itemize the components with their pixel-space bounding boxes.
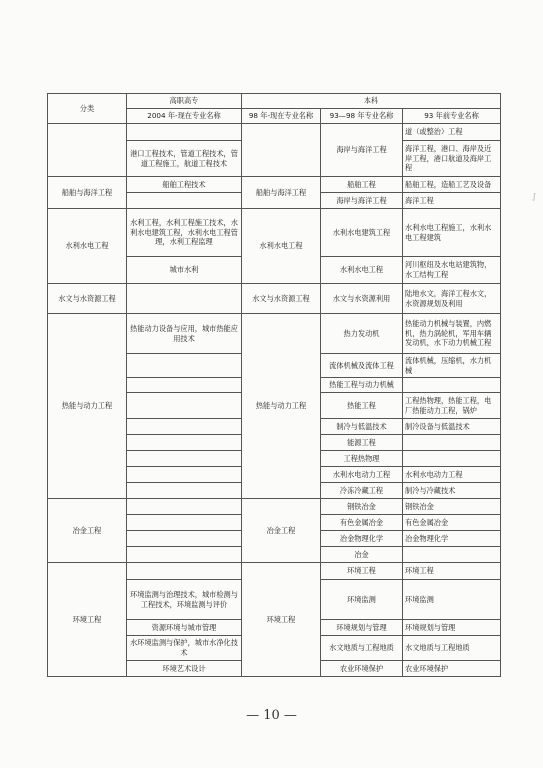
vocational-cell: 环境监测与治理技术，城市检测与工程技术，环境监测与评价	[127, 580, 242, 620]
header-ug-98: 98 年-现在专业名称	[242, 109, 321, 124]
ug93-cell: 钢铁冶金	[321, 499, 403, 515]
ug93-cell: 农业环境保护	[321, 661, 403, 677]
pre93-cell: 制冷与冷藏技术	[403, 483, 501, 499]
major-comparison-table	[47, 93, 501, 677]
vocational-cell	[127, 435, 242, 451]
ug93-cell: 水文地质与工程地质	[321, 636, 403, 661]
header-vocational-sub: 2004 年-现在专业名称	[127, 109, 242, 124]
vocational-cell: 资源环境与城市管理	[127, 620, 242, 636]
pre93-cell: 水利水电工程施工，水利水电工程建筑	[403, 209, 501, 257]
pre93-cell: 流体机械，压缩机，水力机械	[403, 354, 501, 378]
ug93-cell: 冷冻冷藏工程	[321, 483, 403, 499]
ug93-cell: 冶金物理化学	[321, 531, 403, 547]
header-vocational: 高职高专	[127, 94, 242, 109]
vocational-cell	[127, 393, 242, 419]
ug98-cell: 水文与水资源工程	[242, 284, 321, 314]
ug93-cell: 有色金属冶金	[321, 515, 403, 531]
vocational-cell	[127, 483, 242, 499]
vocational-cell	[127, 378, 242, 393]
vocational-cell: 船舶工程技术	[127, 177, 242, 193]
ug93-cell: 制冷与低温技术	[321, 419, 403, 435]
vocational-cell	[127, 193, 242, 209]
ug98-cell: 热能与动力工程	[242, 314, 321, 499]
pre93-cell: 冶金物理化学	[403, 531, 501, 547]
ug93-cell: 海岸与海洋工程	[321, 193, 403, 209]
vocational-cell: 环境艺术设计	[127, 661, 242, 677]
ug93-cell: 流体机械及流体工程	[321, 354, 403, 378]
pre93-cell: 道（或整治）工程	[403, 124, 501, 141]
ug98-cell: 环境工程	[242, 563, 321, 677]
pre93-cell: 有色金属冶金	[403, 515, 501, 531]
pre93-cell: 钢铁冶金	[403, 499, 501, 515]
ug93-cell: 热力发动机	[321, 314, 403, 354]
vocational-cell: 热能动力设备与应用，城市热能应用技术	[127, 314, 242, 354]
category-cell: 水文与水资源工程	[48, 284, 127, 314]
margin-mark: ∫	[532, 192, 537, 201]
vocational-cell	[127, 467, 242, 483]
pre93-cell: 环境工程	[403, 563, 501, 580]
category-cell: 热能与动力工程	[48, 314, 127, 499]
ug93-cell: 能源工程	[321, 435, 403, 451]
category-cell: 水利水电工程	[48, 209, 127, 284]
vocational-cell: 港口工程技术，管道工程技术，管道工程施工，航道工程技术	[127, 141, 242, 177]
ug98-cell: 水利水电工程	[242, 209, 321, 284]
category-cell: 冶金工程	[48, 499, 127, 563]
pre93-cell	[403, 547, 501, 563]
vocational-cell: 城市水利	[127, 257, 242, 284]
ug93-cell: 水利水电工程	[321, 257, 403, 284]
ug93-cell: 水利水电建筑工程	[321, 209, 403, 257]
vocational-cell	[127, 419, 242, 435]
vocational-cell: 水环境监测与保护，城市水净化技术	[127, 636, 242, 661]
ug93-cell: 热能工程	[321, 393, 403, 419]
pre93-cell	[403, 451, 501, 467]
ug93-cell: 水利水电动力工程	[321, 467, 403, 483]
ug93-cell: 冶金	[321, 547, 403, 563]
page-number: — 10 —	[246, 708, 297, 723]
pre93-cell: 海洋工程	[403, 193, 501, 209]
vocational-cell	[127, 354, 242, 378]
header-undergrad: 本科	[242, 94, 501, 109]
ug93-cell: 工程热物理	[321, 451, 403, 467]
vocational-cell	[127, 499, 242, 515]
header-category: 分类	[48, 94, 127, 124]
pre93-cell	[403, 378, 501, 393]
ug93-cell: 环境监测	[321, 580, 403, 620]
vocational-cell	[127, 531, 242, 547]
ug98-cell	[242, 124, 321, 177]
header-ug-93-98: 93—98 年专业名称	[321, 109, 403, 124]
vocational-cell	[127, 124, 242, 141]
pre93-cell: 制冷设备与低温技术	[403, 419, 501, 435]
vocational-cell	[127, 284, 242, 314]
ug98-cell: 冶金工程	[242, 499, 321, 563]
pre93-cell: 热能动力机械与装置，内燃机，热力涡轮机，军用车辆发动机，水下动力机械工程	[403, 314, 501, 354]
ug93-cell: 海岸与海洋工程	[321, 124, 403, 177]
ug98-cell: 船舶与海洋工程	[242, 177, 321, 209]
vocational-cell	[127, 563, 242, 580]
pre93-cell: 陆地水文，海洋工程水文，水资源规划及利用	[403, 284, 501, 314]
vocational-cell: 水利工程，水利工程施工技术，水利水电建筑工程，水利水电工程管理，水利工程监理	[127, 209, 242, 257]
pre93-cell: 水文地质与工程地质	[403, 636, 501, 661]
pre93-cell: 工程热物理，热能工程，电厂热能动力工程，锅炉	[403, 393, 501, 419]
pre93-cell: 水利水电动力工程	[403, 467, 501, 483]
ug93-cell: 环境工程	[321, 563, 403, 580]
pre93-cell: 船舶工程，造船工艺及设备	[403, 177, 501, 193]
pre93-cell	[403, 435, 501, 451]
header-ug-pre93: 93 年前专业名称	[403, 109, 501, 124]
vocational-cell	[127, 451, 242, 467]
ug93-cell: 环境规划与管理	[321, 620, 403, 636]
category-cell	[48, 124, 127, 177]
ug93-cell: 热能工程与动力机械	[321, 378, 403, 393]
ug93-cell: 水文与水资源利用	[321, 284, 403, 314]
vocational-cell	[127, 515, 242, 531]
category-cell: 环境工程	[48, 563, 127, 677]
pre93-cell: 农业环境保护	[403, 661, 501, 677]
pre93-cell: 环境规划与管理	[403, 620, 501, 636]
pre93-cell: 河川枢纽及水电站建筑物，水工结构工程	[403, 257, 501, 284]
pre93-cell: 海洋工程，港口、海岸及近岸工程，港口航道及海岸工程	[403, 141, 501, 177]
category-cell: 船舶与海洋工程	[48, 177, 127, 209]
pre93-cell: 环境监测	[403, 580, 501, 620]
ug93-cell: 船舶工程	[321, 177, 403, 193]
vocational-cell	[127, 547, 242, 563]
